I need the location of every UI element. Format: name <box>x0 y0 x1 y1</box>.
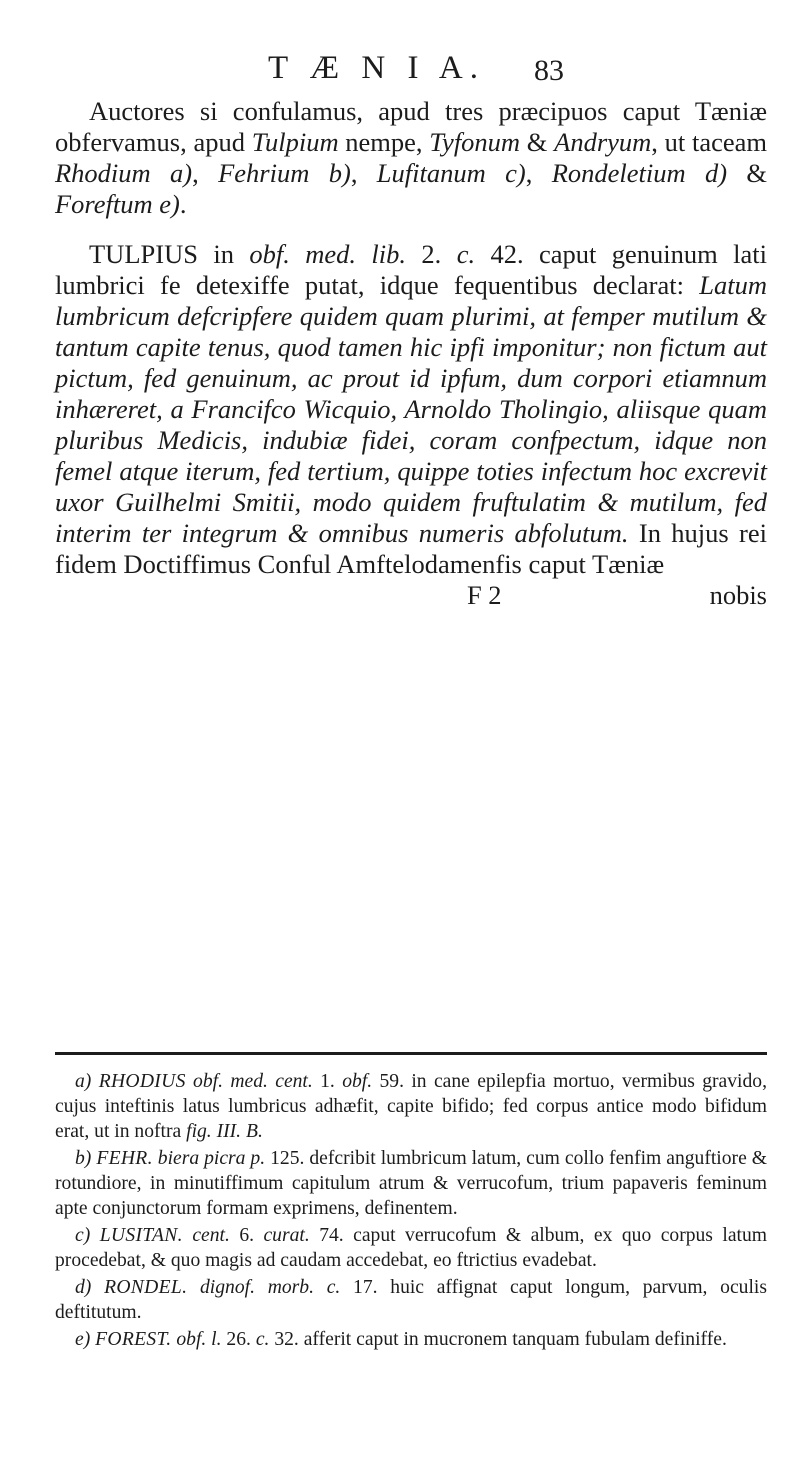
footnote-author: FEHR. <box>96 1148 153 1169</box>
name-tulpium: Tulpium <box>251 127 339 157</box>
text-run: , <box>350 158 377 188</box>
running-head <box>0 50 800 90</box>
footnote-e <box>55 1327 767 1352</box>
text-run: 125. defcribit lumbricum latum, cum collo fenfim anguftiore & rotundiore, in minutiffimum capitulum atrum & verrucofum, trium papaveris feminum apte conjunctorum formam exprimens, definentem. <box>55 1148 767 1219</box>
name-rhodium: Rhodium a) <box>55 158 193 188</box>
footnote-author: FOREST. <box>95 1329 172 1350</box>
text-run: 17. huic affignat caput longum, parvum, oculis deftitutum. <box>55 1277 767 1323</box>
citation: fig. III. B. <box>186 1121 263 1142</box>
name-forestum: Foreftum e) <box>55 189 180 219</box>
text-run: Auctores si confulamus, apud tres præcipuos caput Tæniæ obfervamus, apud <box>55 96 767 157</box>
running-title: T Æ N I A. <box>268 50 485 86</box>
signature-mark: F 2 <box>466 580 502 610</box>
name-lusitanum: Lufitanum c) <box>376 158 526 188</box>
citation: obf. med. cent. <box>193 1071 313 1092</box>
text-run: In hujus rei fidem Doctiffimus Conful Amftelodamenfis caput Tæniæ <box>55 518 767 579</box>
text-run: 6. <box>229 1225 264 1246</box>
footnote-d <box>55 1275 767 1325</box>
text-run: & <box>727 158 768 188</box>
footnote-key: d) <box>75 1277 92 1298</box>
text-run: 42. caput genuinum lati lumbrici fe detexiffe putat, idque fequentibus declarat: <box>55 239 767 300</box>
text-run: 2. <box>406 239 457 269</box>
paragraph-tulpius <box>55 239 767 580</box>
citation: dignof. morb. c. <box>200 1277 341 1298</box>
footnote-key: a) <box>75 1071 92 1092</box>
tulpius-quote: Latum lumbricum defcripfere quidem quam plurimi, at femper mutilum & tantum capite tenus, quod tamen hic ipfi imponitur; non fictum aut pictum, fed genuinum, ac prout id ipfum, dum corpori etiamnum inhæreret, a Francifco Wicquio, Arnoldo Tholingio, aliisque quam pluribus Medicis, indubiæ fidei, coram confpectum, idque non femel atque iterum, fed tertium, quippe toties infectum hoc excrevit uxor Guilhelmi Smitii, modo quidem fruftulatim & mutilum, fed interim ter integrum & omnibus numeris abfolutum. <box>55 270 767 548</box>
main-text <box>55 96 767 611</box>
text-run: . <box>179 189 187 219</box>
text-run: 74. caput verrucofum & album, ex quo corpus latum procedebat, & quo magis ad caudam accedebat, eo ftrictius evadebat. <box>55 1225 768 1271</box>
text-run: , ut taceam <box>651 127 767 157</box>
citation: cent. <box>192 1225 230 1246</box>
name-tyfonum: Tyfonum <box>429 127 521 157</box>
text-run: 26. <box>221 1329 256 1350</box>
footnote-author: RHODIUS <box>98 1071 186 1092</box>
citation: obf. <box>342 1071 373 1092</box>
footnote-key: c) <box>75 1225 91 1246</box>
name-fehrium: Fehrium b) <box>218 158 351 188</box>
name-rondeletium: Rondeletium d) <box>551 158 728 188</box>
citation: obf. med. lib. <box>249 239 407 269</box>
text-run: , <box>525 158 552 188</box>
citation: biera picra p. <box>157 1148 266 1169</box>
citation: curat. <box>263 1225 310 1246</box>
text-run: 59. in cane epilepfia mortuo, vermibus gravido, cujus inteftinis latus lumbricus adhæfit, capite bifido; fed corpus antice modo bifidum erat, ut in noftra <box>55 1071 767 1142</box>
name-andryum: Andryum <box>554 127 652 157</box>
text-run: nempe, <box>338 127 430 157</box>
footnote-b <box>55 1146 767 1221</box>
text-run: 32. afferit caput in mucronem tanquam fubulam definiffe. <box>269 1329 727 1350</box>
text-run: TULPIUS in <box>89 239 250 269</box>
footnote-key: b) <box>75 1148 92 1169</box>
citation: c. <box>456 239 476 269</box>
footnotes <box>55 1069 767 1354</box>
footnote-c <box>55 1223 767 1273</box>
catchword: nobis <box>709 580 767 610</box>
signature-line <box>55 580 767 611</box>
paragraph-authors <box>55 96 767 220</box>
footnote-a <box>55 1069 767 1144</box>
text-run: 1. <box>312 1071 343 1092</box>
text-run: , <box>192 158 219 188</box>
citation: obf. l. <box>176 1329 222 1350</box>
footnote-author: LUSITAN. <box>99 1225 183 1246</box>
citation: c. <box>255 1329 270 1350</box>
footnote-rule <box>55 1052 767 1055</box>
footnote-key: e) <box>75 1329 91 1350</box>
page-number: 83 <box>534 54 564 87</box>
text-run: & <box>520 127 555 157</box>
footnote-author: RONDEL. <box>104 1277 188 1298</box>
